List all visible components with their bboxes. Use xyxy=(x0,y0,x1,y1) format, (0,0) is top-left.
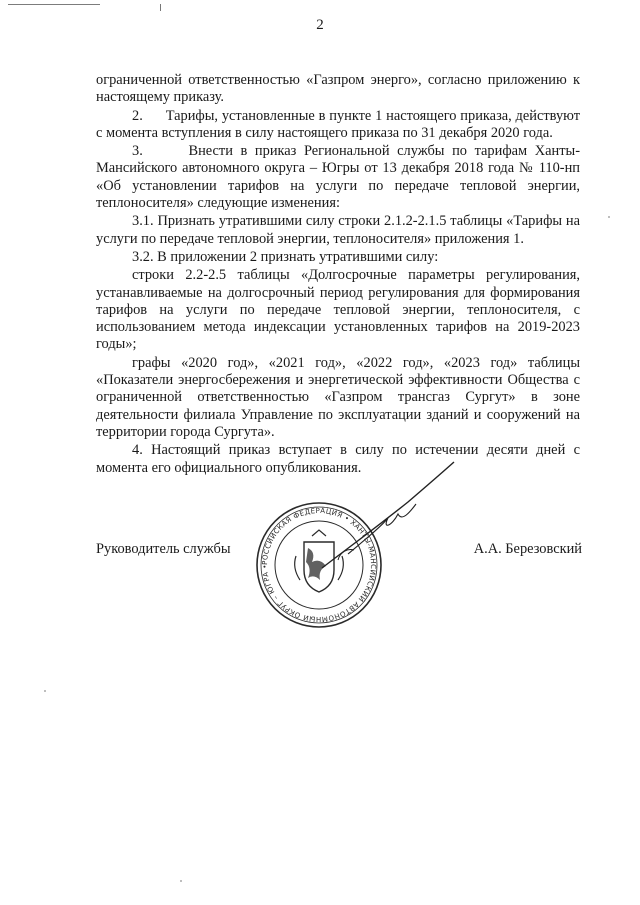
paragraph-item-2: 2. Тарифы, установленные в пункте 1 настоящего приказа, действуют с момента вступления в силу настоящего приказа по 31 декабря 2020 года. xyxy=(96,107,580,141)
handwritten-signature xyxy=(318,456,458,576)
page-number: 2 xyxy=(316,17,324,33)
signer-role: Руководитель службы xyxy=(96,541,231,557)
paragraph-item-3-2: 3.2. В приложении 2 признать утратившими силу: xyxy=(132,248,439,265)
scan-edge-line xyxy=(8,4,100,5)
signer-name: А.А. Березовский xyxy=(473,541,582,557)
scan-edge-tick xyxy=(160,4,161,11)
paragraph-item-4: 4. Настоящий приказ вступает в силу по истечении десяти дней с момента его официального опубликования. xyxy=(96,442,580,476)
paragraph-item-3-1: 3.1. Признать утратившими силу строки 2.1.2-2.1.5 таблицы «Тарифы на услуги по передаче тепловой энергии, теплоносителя» приложения 1. xyxy=(96,213,580,247)
paragraph-continuation: ограниченной ответственностью «Газпром энерго», согласно приложению к настоящему приказу. xyxy=(96,72,580,106)
paragraph-columns-list: графы «2020 год», «2021 год», «2022 год», «2023 год» таблицы «Показатели энергосбережения и энергетической эффективности Общества с ограниченной ответственностью «Газпром трансгаз Сургут» в зоне деятельности филиала Управление по эксплуатации зданий и сооружений на территории города Сургута». xyxy=(96,354,580,440)
scan-speck xyxy=(44,690,46,692)
scan-speck xyxy=(180,880,182,882)
scan-speck xyxy=(608,216,610,218)
paragraph-rows-list: строки 2.2-2.5 таблицы «Долгосрочные параметры регулирования, устанавливаемые на долгосрочный период регулирования для формирования тарифов на услуги по передаче тепловой энергии, теплоносителя, с использованием метода индексации установленных тарифов на 2019-2023 годы»; xyxy=(96,267,580,353)
paragraph-item-3: 3. Внести в приказ Региональной службы по тарифам Ханты-Мансийского автономного округа – Югры от 13 декабря 2018 года № 110-нп «Об установлении тарифов на услуги по передаче тепловой энергии, теплоносителя» следующие изменения: xyxy=(96,143,580,212)
document-body xyxy=(96,72,580,478)
seal-ring-text: РОССИЙСКАЯ ФЕДЕРАЦИЯ • ХАНТЫ-МАНСИЙСКИЙ АВТОНОМНЫЙ ОКРУГ – ЮГРА • xyxy=(260,506,378,624)
